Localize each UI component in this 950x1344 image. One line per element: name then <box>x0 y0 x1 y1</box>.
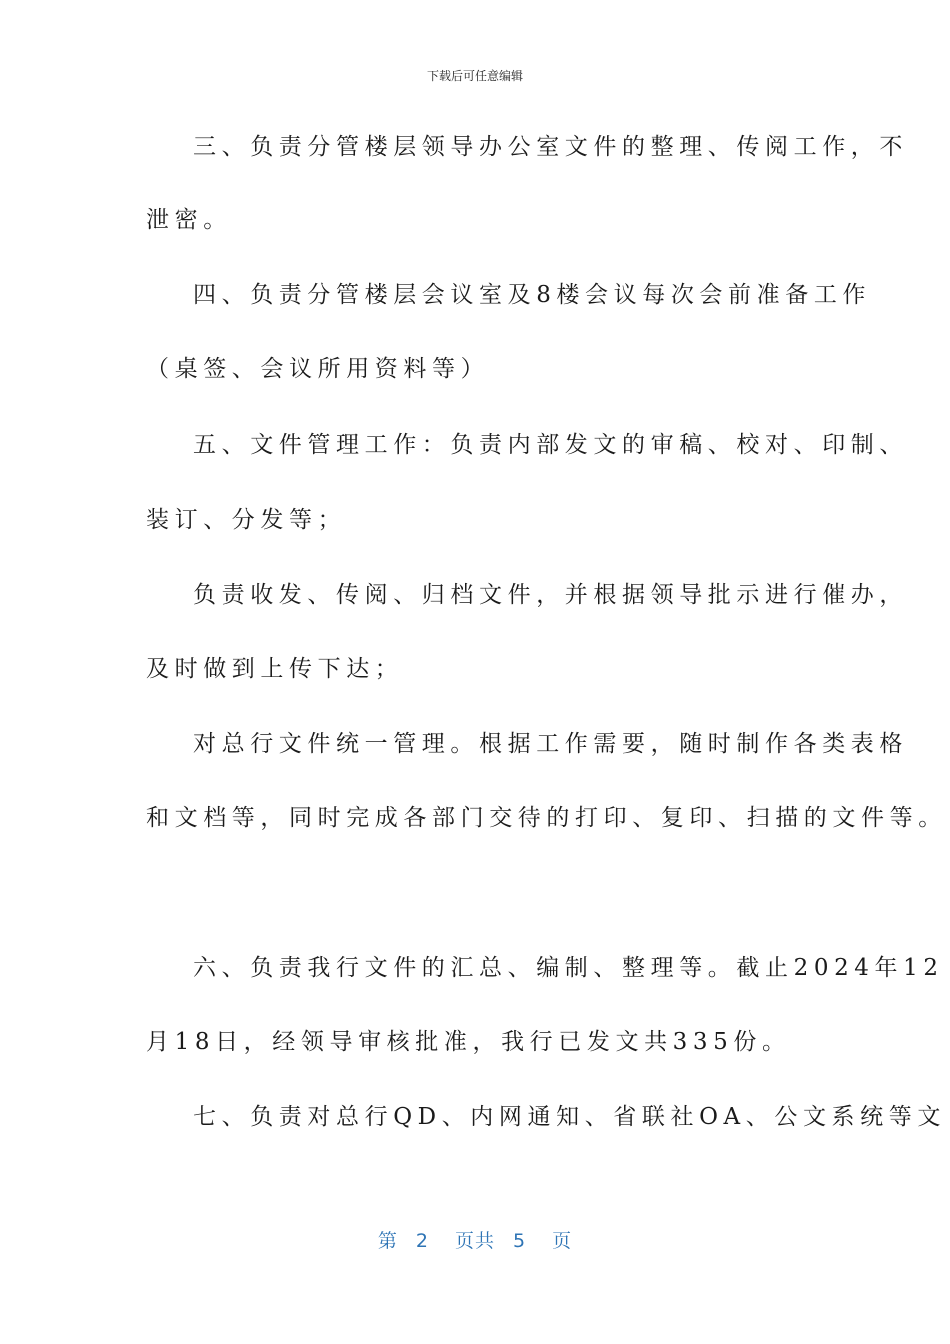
paragraph-line: 负责收发、传阅、归档文件，并根据领导批示进行催办， <box>193 582 908 608</box>
paragraph-line: 及时做到上传下达； <box>146 656 404 682</box>
paragraph-line: 月18日，经领导审核批准，我行已发文共335份。 <box>146 1029 791 1055</box>
paragraph-line: 七、负责对总行QD、内网通知、省联社OA、公文系统等文 <box>193 1104 946 1130</box>
footer-prefix: 第 <box>377 1230 398 1252</box>
paragraph-line: 四、负责分管楼层会议室及8楼会议每次会前准备工作 <box>193 282 872 308</box>
paragraph-line: 五、文件管理工作：负责内部发文的审稿、校对、印制、 <box>193 432 908 458</box>
footer-current-page: 2 <box>415 1230 429 1252</box>
paragraph-line: （桌签、会议所用资料等） <box>146 356 490 382</box>
paragraph-line: 装订、分发等； <box>146 507 347 533</box>
page-header-note: 下载后可任意编辑 <box>426 69 523 83</box>
paragraph-line: 泄密。 <box>146 207 232 233</box>
page-footer <box>0 1226 950 1253</box>
footer-suffix: 页 <box>552 1230 573 1252</box>
paragraph-line: 和文档等，同时完成各部门交待的打印、复印、扫描的文件等。 <box>146 805 947 831</box>
paragraph-line: 对总行文件统一管理。根据工作需要，随时制作各类表格 <box>193 731 908 757</box>
paragraph-line: 六、负责我行文件的汇总、编制、整理等。截止2024年12 <box>193 955 944 981</box>
footer-middle: 页共 <box>454 1230 495 1252</box>
footer-total-pages: 5 <box>513 1230 527 1252</box>
paragraph-line: 三、负责分管楼层领导办公室文件的整理、传阅工作，不 <box>193 134 908 160</box>
